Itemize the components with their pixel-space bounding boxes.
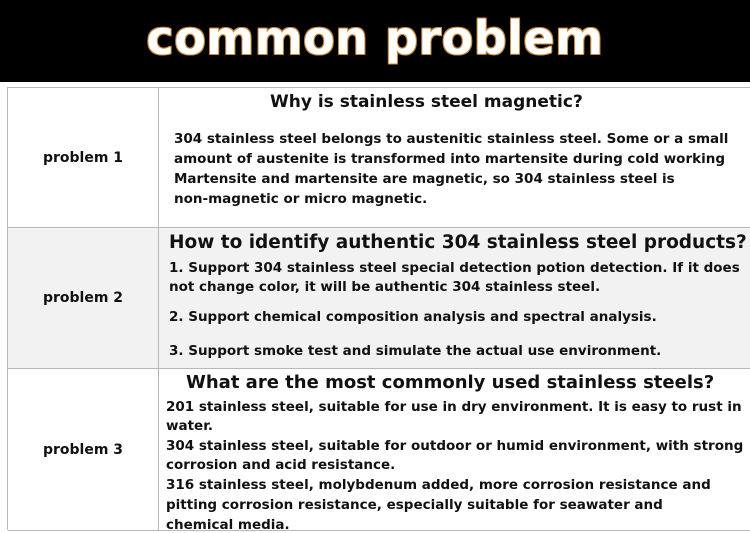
problem-label-cell [8, 228, 159, 368]
answer-line: 304 stainless steel belongs to austenitic stainless steel. Some or a small [174, 131, 729, 147]
problem-label: problem 3 [42, 441, 124, 458]
answer-cell [160, 88, 750, 227]
faq-row [8, 88, 750, 228]
answer-cell [160, 369, 750, 533]
answer-line: 2. Support chemical composition analysis and spectral analysis. [169, 309, 657, 325]
question-heading: Why is stainless steel magnetic? [270, 92, 583, 112]
problem-label-cell [8, 369, 159, 530]
answer-line: 3. Support smoke test and simulate the actual use environment. [169, 343, 662, 359]
answer-cell [160, 228, 750, 368]
problem-label: problem 1 [42, 149, 124, 166]
answer-line: water. [166, 418, 214, 434]
question-heading: How to identify authentic 304 stainless steel products? [169, 232, 747, 253]
answer-line: 316 stainless steel, molybdenum added, more corrosion resistance and [166, 477, 711, 493]
answer-line: 304 stainless steel, suitable for outdoor or humid environment, with strong [166, 438, 744, 454]
faq-row [8, 369, 750, 531]
faq-row [8, 228, 750, 369]
page-title: common problem [146, 11, 604, 65]
answer-line: chemical media. [166, 517, 290, 533]
question-heading: What are the most commonly used stainless steels? [186, 372, 715, 393]
answer-line: Martensite and martensite are magnetic, so 304 stainless steel is [174, 171, 675, 187]
answer-line: 201 stainless steel, suitable for use in dry environment. It is easy to rust in [166, 399, 742, 415]
problem-label-cell [8, 88, 159, 227]
answer-line: 1. Support 304 stainless steel special detection potion detection. If it does [169, 260, 740, 276]
answer-line: pitting corrosion resistance, especially suitable for seawater and [166, 497, 663, 513]
problem-label: problem 2 [42, 290, 124, 306]
answer-line: amount of austenite is transformed into martensite during cold working [174, 151, 725, 167]
answer-line: non-magnetic or micro magnetic. [174, 191, 428, 207]
faq-table [7, 87, 750, 533]
answer-line: not change color, it will be authentic 304 stainless steel. [169, 279, 601, 295]
header-banner [0, 0, 750, 82]
answer-line: corrosion and acid resistance. [166, 457, 396, 473]
